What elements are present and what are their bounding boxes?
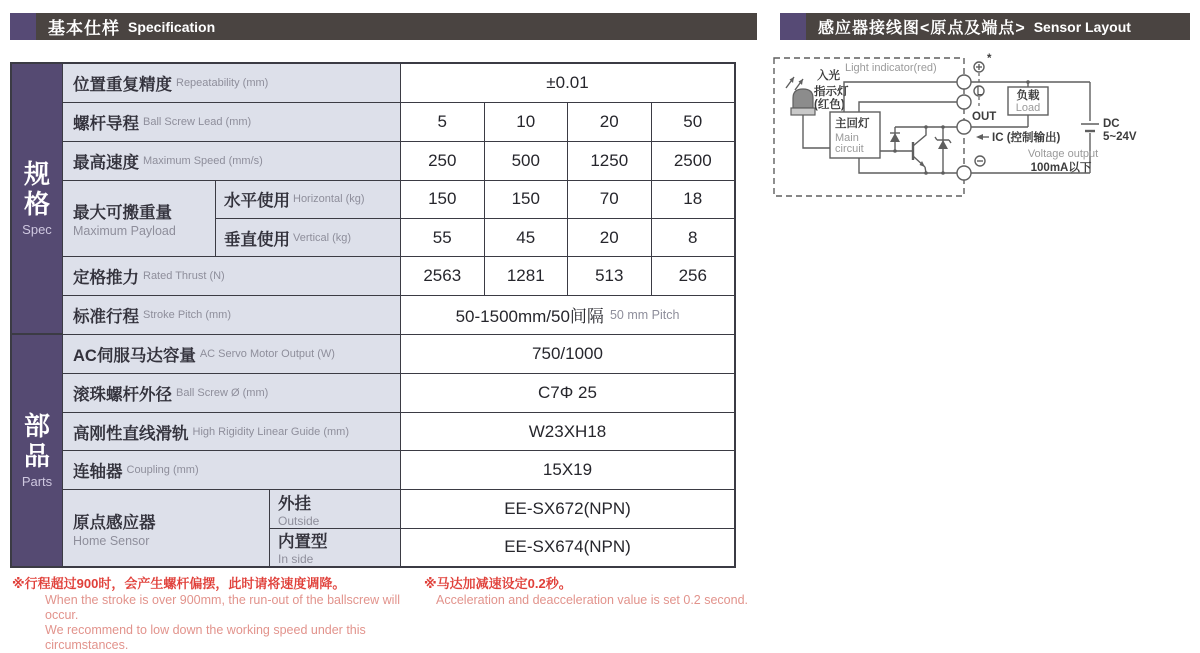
value-horiz-2: 150 [484,181,568,218]
sidebar-group-parts [12,333,62,566]
led-label-in-light: 入光 [817,70,840,82]
row-label-zh: 定格推力 [73,269,139,288]
dc-label: DC [1103,118,1120,130]
zener-diode-icon [935,127,951,173]
sensor-layout-section-header [780,13,1190,40]
row-label [63,374,401,412]
row-label-en: High Rigidity Linear Guide (mm) [192,425,349,438]
value-thrust-3: 513 [567,257,651,295]
spec-section-header [10,13,757,40]
sensor-header-bar [806,13,1190,40]
purple-accent-square [10,13,36,40]
row-label [63,335,401,373]
main-circuit-en2: circuit [835,143,864,155]
l-mark: L [976,86,983,98]
light-terminal-icon [974,86,984,98]
row-label [63,296,401,334]
table-row-sensor-inside [270,528,734,566]
row-label-en: Maximum Payload [73,223,176,238]
value-horiz-3: 70 [567,181,651,218]
value-servo: 750/1000 [401,335,734,373]
table-row-repeatability [63,64,734,102]
row-label-en: Stroke Pitch (mm) [143,308,232,321]
row-label [63,64,401,102]
sidebar-parts-zh: 部品 [23,411,50,472]
value-lead-2: 10 [484,103,568,141]
voltage-output-label: Voltage output [1027,148,1099,160]
row-label-en: Ball Screw Lead (mm) [143,115,252,128]
value-lead-3: 20 [567,103,651,141]
value-thrust-2: 1281 [484,257,568,295]
table-row-coupling [63,450,734,489]
row-label-zh: 螺杆导程 [73,114,139,133]
sidebar-spec-en: Spec [22,222,52,237]
led-icon [786,77,815,115]
ic-arrow [976,134,989,140]
dc-range-label: 5~24V [1103,131,1137,143]
sub-label-en: Vertical (kg) [293,231,352,244]
sidebar-group-spec [12,64,62,333]
value-lead-1: 5 [401,103,484,141]
main-circuit-en1: Main [835,132,859,144]
sub-label-zh: 水平使用 [224,192,290,211]
row-label-zh: 位置重复精度 [73,75,172,94]
load-en: Load [1015,102,1041,114]
sub-label-horizontal [216,181,401,218]
row-label-en: Rated Thrust (N) [143,270,225,283]
row-label-en: Repeatability (mm) [176,76,269,89]
row-label-zh: 最高速度 [73,153,139,172]
footnote-en-line1: When the stroke is over 900mm, the run-out of the ballscrew will occur. [45,593,401,622]
value-horiz-4: 18 [651,181,735,218]
stroke-value-unit: 50 mm Pitch [609,307,680,322]
table-block-home-sensor [63,489,734,566]
sensor-header-title-en: Sensor Layout [1033,18,1131,35]
row-label-en: Ball Screw Ø (mm) [176,386,269,399]
row-label-en: Coupling (mm) [126,464,199,477]
row-label [63,257,401,295]
table-row-linear-guide [63,412,734,451]
row-label-zh: 原点感应器 [73,513,156,532]
row-label-en: Maximum Speed (mm/s) [143,154,263,167]
load-box [1008,87,1048,115]
value-sensor-inside: EE-SX674(NPN) [401,529,734,566]
plus-terminal-icon [974,62,984,72]
value-lead-4: 50 [651,103,735,141]
value-linear-guide: W23XH18 [401,413,734,451]
sub-label-en: In side [278,552,314,566]
row-label [63,142,401,180]
ic-label: IC (控制输出) [992,132,1061,144]
sensor-header-title-zh: 感应器接线图<原点及端点> [818,20,1026,37]
sub-label-zh: 内置型 [278,533,328,552]
footnote-acceleration [424,576,754,608]
table-row-max-speed [63,141,734,180]
value-vert-2: 45 [484,219,568,256]
row-label-zh: 最大可搬重量 [73,203,172,222]
sidebar-parts-en: Parts [21,474,53,489]
battery-icon [1081,124,1099,131]
out-label: OUT [972,111,997,123]
value-ball-screw-d: C7Φ 25 [401,374,734,412]
row-label-zh: AC伺服马达容量 [73,346,196,365]
value-vert-3: 20 [567,219,651,256]
minus-terminal-icon [975,156,985,166]
sensor-circuit-svg [773,50,1200,202]
value-repeatability: ±0.01 [401,64,734,102]
light-indicator-label: Light indicator(red) [845,62,937,74]
table-row-sensor-outside [270,490,734,527]
payload-main-label [63,181,216,257]
row-label-zh: 标准行程 [73,307,139,326]
footnote-en-line2: We recommend to low down the working speed under this circumstances. [45,623,366,652]
table-row-payload-horizontal [216,181,734,218]
table-row-ball-screw-lead [63,102,734,141]
row-label-zh: 高刚性直线滑轨 [73,424,189,443]
sub-label-inside [270,529,401,566]
value-thrust-4: 256 [651,257,735,295]
sub-label-zh: 垂直使用 [224,230,290,249]
table-row-rated-thrust [63,256,734,295]
spec-header-title-en: Specification [128,18,216,35]
led-label-indicator: 指示灯 [814,86,849,98]
stroke-value-main: 50-1500mm/50间隔 [455,307,604,327]
diode-icon [890,133,900,142]
main-circuit-zh: 主回灯 [835,118,870,130]
spec-header-title-zh: 基本仕样 [48,19,120,38]
row-label-en: AC Servo Motor Output (W) [199,347,335,360]
sub-label-en: Horizontal (kg) [293,193,365,206]
value-stroke [401,296,734,334]
spec-header-bar [36,13,757,40]
specification-table [10,62,736,568]
row-label [63,413,401,451]
load-zh: 负载 [1016,90,1040,102]
row-label [63,451,401,489]
table-row-stroke-pitch [63,295,734,334]
table-side-column [12,64,62,566]
footnote-en-line1: Acceleration and deacceleration value is set 0.2 second. [436,593,748,607]
sub-label-en: Outside [278,513,320,528]
led-label-red: (红色) [814,99,845,111]
sub-label-outside [270,490,401,527]
value-horiz-1: 150 [401,181,484,218]
purple-accent-square [780,13,806,40]
value-thrust-1: 2563 [401,257,484,295]
value-sensor-outside: EE-SX672(NPN) [401,490,734,527]
sub-label-vertical [216,219,401,256]
footnote-zh: ※马达加减速设定0.2秒。 [424,576,572,591]
table-row-ball-screw-diameter [63,373,734,412]
footnote-zh: ※行程超过900时，会产生螺杆偏摆，此时请将速度调降。 [12,576,346,591]
table-block-payload [63,180,734,257]
sub-label-zh: 外挂 [278,494,311,513]
table-content-column [62,64,734,566]
value-coupling: 15X19 [401,451,734,489]
transistor-icon [913,127,926,173]
table-row-payload-vertical [216,218,734,256]
value-vert-1: 55 [401,219,484,256]
row-label-en: Home Sensor [73,533,150,548]
current-limit-label: 100mA以下 [1030,162,1092,174]
row-label-zh: 滚珠螺杆外径 [73,385,172,404]
main-circuit-box [830,112,880,158]
value-speed-3: 1250 [567,142,651,180]
sensor-circuit-diagram [773,50,1200,202]
sidebar-spec-zh: 规格 [23,159,50,220]
star-mark: * [987,53,992,65]
home-sensor-main-label [63,490,270,566]
value-vert-4: 8 [651,219,735,256]
table-row-servo-output [63,334,734,373]
row-label-zh: 连轴器 [73,463,123,482]
footnote-stroke-warning [12,576,420,653]
value-speed-1: 250 [401,142,484,180]
value-speed-2: 500 [484,142,568,180]
row-label [63,103,401,141]
value-speed-4: 2500 [651,142,735,180]
